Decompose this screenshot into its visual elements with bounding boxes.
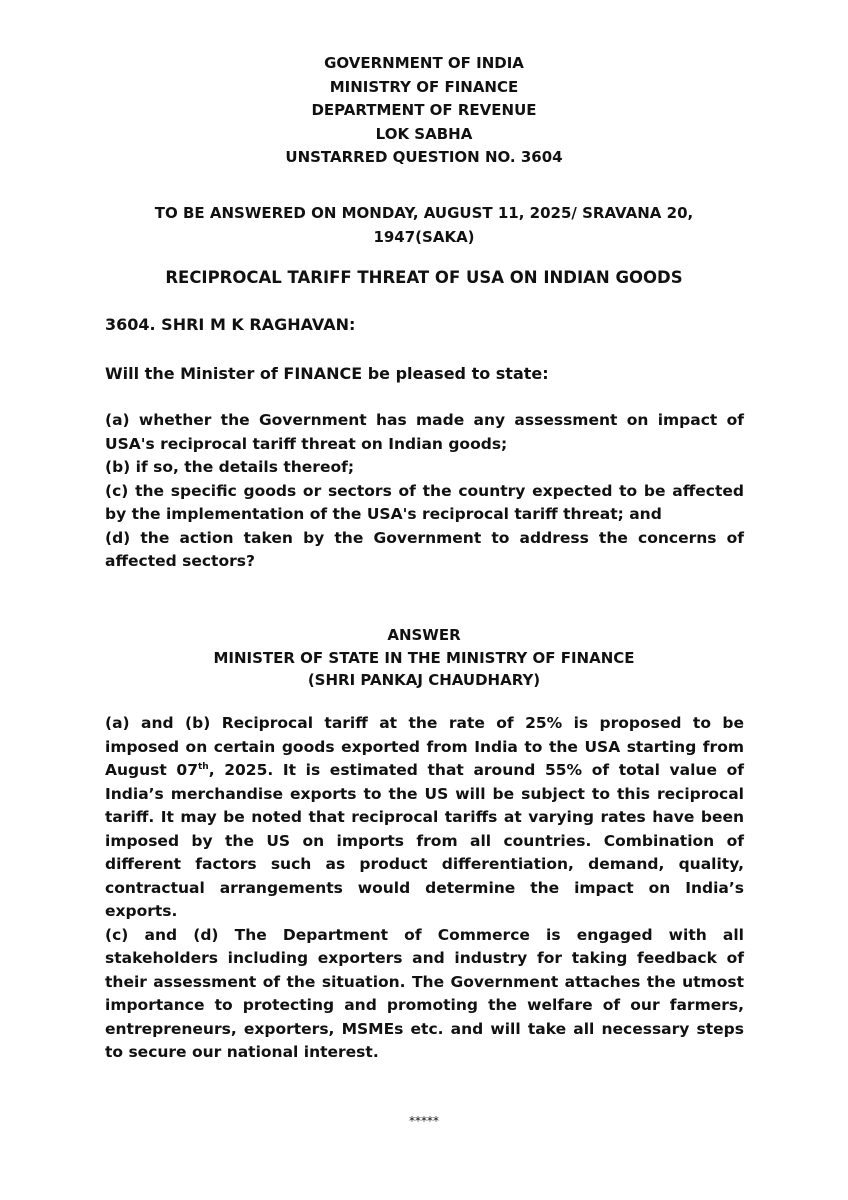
end-marker: ***** — [409, 1114, 439, 1128]
question-item-d: (d) the action taken by the Government to address the concerns of affected sectors? — [105, 528, 744, 570]
answer-ab-text-1: (a) and (b) Reciprocal tariff at the rate of 25% is proposed to be imposed on certain goods exported from India to the USA starting from August 07 — [105, 714, 744, 779]
question-subject: RECIPROCAL TARIFF THREAT OF USA ON INDIAN GOODS — [165, 268, 683, 287]
header-house: LOK SABHA — [375, 124, 473, 143]
answer-date — [0, 202, 848, 249]
question-item-a: (a) whether the Government has made any assessment on impact of USA's reciprocal tariff threat on Indian goods; — [105, 411, 744, 453]
header-department: DEPARTMENT OF REVENUE — [311, 101, 537, 119]
question-asker: 3604. SHRI M K RAGHAVAN: — [105, 315, 356, 334]
answer-ab-superscript: th — [197, 762, 209, 772]
answer-paragraph-cd: (c) and (d) The Department of Commerce is engaged with all stakeholders including exporters and industry for taking feedback of their assessment of the situation. The Government attaches the utmost importance to protecting and promoting the welfare of our farmers, entrepreneurs, exporters, MSMEs etc. and will take all necessary steps to secure our national interest. — [105, 925, 744, 1061]
question-list — [105, 409, 744, 574]
answer-header — [0, 624, 848, 692]
answer-paragraph-ab — [105, 712, 744, 924]
answer-title: ANSWER — [387, 626, 461, 644]
header-ministry: MINISTRY OF FINANCE — [329, 77, 519, 96]
question-item-b: (b) if so, the details thereof; — [105, 458, 355, 476]
answer-minister-name: (SHRI PANKAJ CHAUDHARY) — [307, 671, 541, 689]
answer-body — [105, 712, 744, 1065]
document-header — [0, 52, 848, 170]
question-item-c: (c) the specific goods or sectors of the country expected to be affected by the implementation of the USA's reciprocal tariff threat; and — [105, 481, 744, 523]
answer-date-line2: 1947(SAKA) — [373, 227, 475, 246]
answer-date-line1: TO BE ANSWERED ON MONDAY, AUGUST 11, 2025/ SRAVANA 20, — [154, 204, 694, 222]
question-intro: Will the Minister of FINANCE be pleased to state: — [105, 364, 549, 383]
answer-ab-text-2: , 2025. It is estimated that around 55% of total value of India’s merchandise exports to the US will be subject to this reciprocal tariff. It may be noted that reciprocal tariffs at varying rates have been imposed by the US on imports from all countries. Combination of different factors such as product differentiation, demand, quality, contractual arrangements would determine the impact on India’s exports. — [105, 761, 744, 920]
header-government: GOVERNMENT OF INDIA — [324, 54, 524, 72]
header-question-number: UNSTARRED QUESTION NO. 3604 — [285, 148, 563, 166]
answer-minister-title: MINISTER OF STATE IN THE MINISTRY OF FINANCE — [213, 648, 635, 667]
